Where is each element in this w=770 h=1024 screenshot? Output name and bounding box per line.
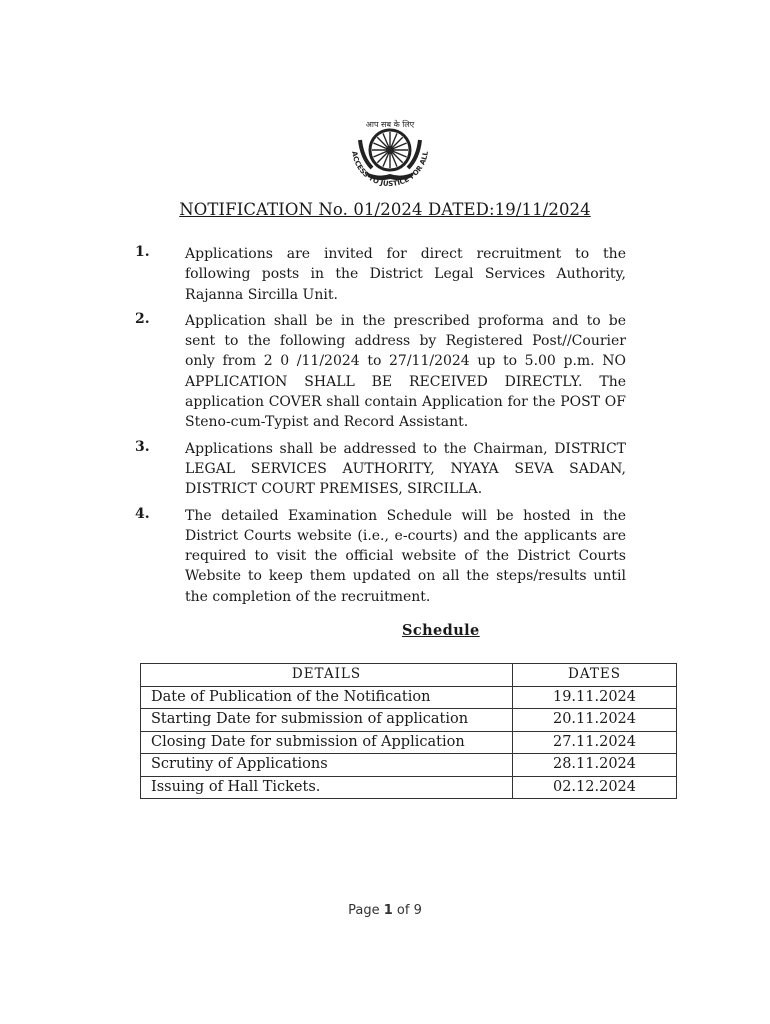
table-row bbox=[141, 731, 677, 754]
detail-cell: Issuing of Hall Tickets. bbox=[141, 776, 513, 799]
item-number: 2. bbox=[135, 310, 150, 327]
date-cell: 02.12.2024 bbox=[513, 776, 677, 799]
instruction-list bbox=[130, 244, 626, 613]
page-total: 9 bbox=[413, 903, 422, 918]
table-row bbox=[141, 776, 677, 799]
detail-cell: Starting Date for submission of application bbox=[141, 709, 513, 732]
item-text: Applications are invited for direct recruitment to the following posts in the District Legal Services Authority, Rajanna Sircilla Unit. bbox=[185, 246, 626, 303]
item-number: 3. bbox=[135, 438, 150, 455]
page-label: Page bbox=[348, 903, 380, 918]
date-cell: 19.11.2024 bbox=[513, 686, 677, 709]
detail-cell: Closing Date for submission of Application bbox=[141, 731, 513, 754]
details-column-header: DETAILS bbox=[141, 664, 513, 687]
emblem-top-text: आप सब के लिए bbox=[365, 120, 415, 129]
schedule-table bbox=[140, 663, 677, 799]
detail-cell: Date of Publication of the Notification bbox=[141, 686, 513, 709]
list-item bbox=[130, 439, 626, 500]
date-cell: 20.11.2024 bbox=[513, 709, 677, 732]
justice-wheel-emblem-icon bbox=[338, 118, 442, 204]
detail-cell: Scrutiny of Applications bbox=[141, 754, 513, 777]
list-item bbox=[130, 506, 626, 607]
emblem-ring-text: ACCESS TO JUSTICE FOR ALL bbox=[350, 150, 430, 189]
item-number: 4. bbox=[135, 505, 150, 522]
table-row bbox=[141, 686, 677, 709]
date-cell: 27.11.2024 bbox=[513, 731, 677, 754]
list-item bbox=[130, 244, 626, 305]
item-number: 1. bbox=[135, 244, 150, 260]
item-text: The detailed Examination Schedule will be hosted in the District Courts website (i.e., e-courts) and the applicants are required to visit the official website of the District Courts Website to keep them updated on all the steps/results until the completion of the recruitment. bbox=[185, 507, 626, 605]
list-item bbox=[130, 311, 626, 433]
page-of-label: of bbox=[396, 903, 410, 918]
notification-title: NOTIFICATION No. 01/2024 DATED:19/11/2024 bbox=[179, 200, 591, 219]
page-number: 1 bbox=[383, 903, 393, 918]
date-cell: 28.11.2024 bbox=[513, 754, 677, 777]
table-row bbox=[141, 754, 677, 777]
table-header-row bbox=[141, 664, 677, 687]
page-footer bbox=[0, 903, 770, 918]
table-row bbox=[141, 709, 677, 732]
dates-column-header: DATES bbox=[513, 664, 677, 687]
item-text: Application shall be in the prescribed proforma and to be sent to the following address by Registered Post//Courier only from 2 0 /11/2024 to 27/11/2024 up to 5.00 p.m. NO APPLICATION SHALL BE RECEIVED DIRECTLY. The application COVER shall contain Application for the POST OF Steno-cum-Typist and Record Assistant. bbox=[185, 312, 626, 431]
schedule-heading: Schedule bbox=[402, 622, 480, 639]
item-text: Applications shall be addressed to the Chairman, DISTRICT LEGAL SERVICES AUTHORITY, NYAYA SEVA SADAN, DISTRICT COURT PREMISES, SIRCILLA. bbox=[185, 440, 626, 498]
